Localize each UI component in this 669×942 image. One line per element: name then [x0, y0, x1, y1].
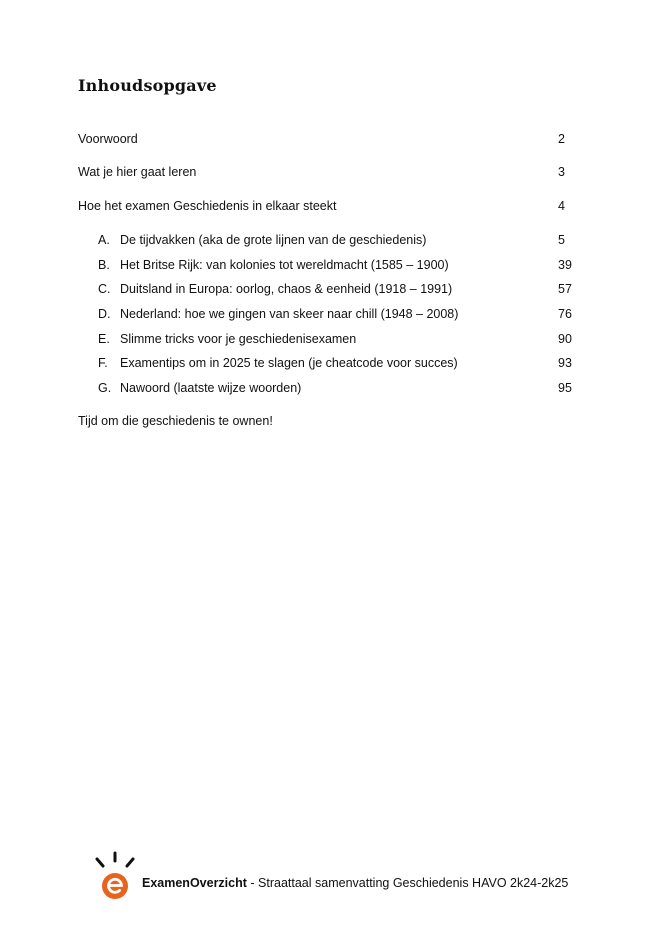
toc-subentry-label: Nawoord (laatste wijze woorden)	[120, 381, 302, 395]
toc-subentry-letter: E.	[98, 332, 110, 346]
toc-subentry-letter: C.	[98, 282, 111, 296]
toc-entry-label: Wat je hier gaat leren	[78, 165, 197, 179]
toc-subentry-b[interactable]	[78, 256, 572, 274]
page-title: Inhoudsopgave	[78, 76, 217, 95]
toc-subentry-letter: D.	[98, 307, 111, 321]
toc-subentry-page: 39	[558, 258, 572, 272]
toc-subentry-label: Nederland: hoe we gingen van skeer naar chill (1948 – 2008)	[120, 307, 459, 321]
footer-brand: ExamenOverzicht	[142, 876, 247, 890]
toc-subentry-g[interactable]	[78, 379, 572, 397]
toc-subentry-a[interactable]	[78, 231, 572, 249]
footer-caption	[142, 874, 568, 892]
toc-entry-voorwoord[interactable]	[78, 130, 572, 148]
toc-subentry-page: 5	[558, 233, 565, 247]
toc-subentry-label: Het Britse Rijk: van kolonies tot wereldmacht (1585 – 1900)	[120, 258, 449, 272]
toc-subentry-e[interactable]	[78, 330, 572, 348]
toc-subentry-f[interactable]	[78, 354, 572, 372]
toc-subentry-letter: F.	[98, 356, 108, 370]
toc-subentry-letter: A.	[98, 233, 110, 247]
toc-subentry-label: Slimme tricks voor je geschiedenisexamen	[120, 332, 357, 346]
toc-subentry-c[interactable]	[78, 280, 572, 298]
toc-subentry-label: Duitsland in Europa: oorlog, chaos & eenheid (1918 – 1991)	[120, 282, 453, 296]
toc-entry-page: 3	[558, 165, 565, 179]
toc-entry-page: 4	[558, 199, 565, 213]
toc-subentry-letter: G.	[98, 381, 112, 395]
toc-subentry-label: Examentips om in 2025 te slagen (je cheatcode voor succes)	[120, 356, 458, 370]
closing-text: Tijd om die geschiedenis te ownen!	[78, 414, 273, 428]
toc-entry-label: Hoe het examen Geschiedenis in elkaar steekt	[78, 199, 337, 213]
toc-subentry-letter: B.	[98, 258, 110, 272]
examenoverzicht-logo-icon	[92, 850, 138, 902]
toc-subentry-page: 95	[558, 381, 572, 395]
footer-separator: -	[246, 876, 259, 890]
toc-subentry-label: De tijdvakken (aka de grote lijnen van de geschiedenis)	[120, 233, 427, 247]
toc-entry-page: 2	[558, 132, 565, 146]
toc-subentry-page: 93	[558, 356, 572, 370]
toc-entry-label: Voorwoord	[78, 132, 138, 146]
toc-entry-wat-je-hier-gaat-leren[interactable]	[78, 163, 572, 181]
page-footer	[92, 850, 592, 905]
toc-subentry-page: 76	[558, 307, 572, 321]
footer-description: Straattaal samenvatting Geschiedenis HAVO 2k24-2k25	[258, 876, 569, 890]
toc-subentry-page: 57	[558, 282, 572, 296]
toc-entry-examen-structuur[interactable]	[78, 197, 572, 215]
toc-subentry-d[interactable]	[78, 305, 572, 323]
toc-subentry-page: 90	[558, 332, 572, 346]
